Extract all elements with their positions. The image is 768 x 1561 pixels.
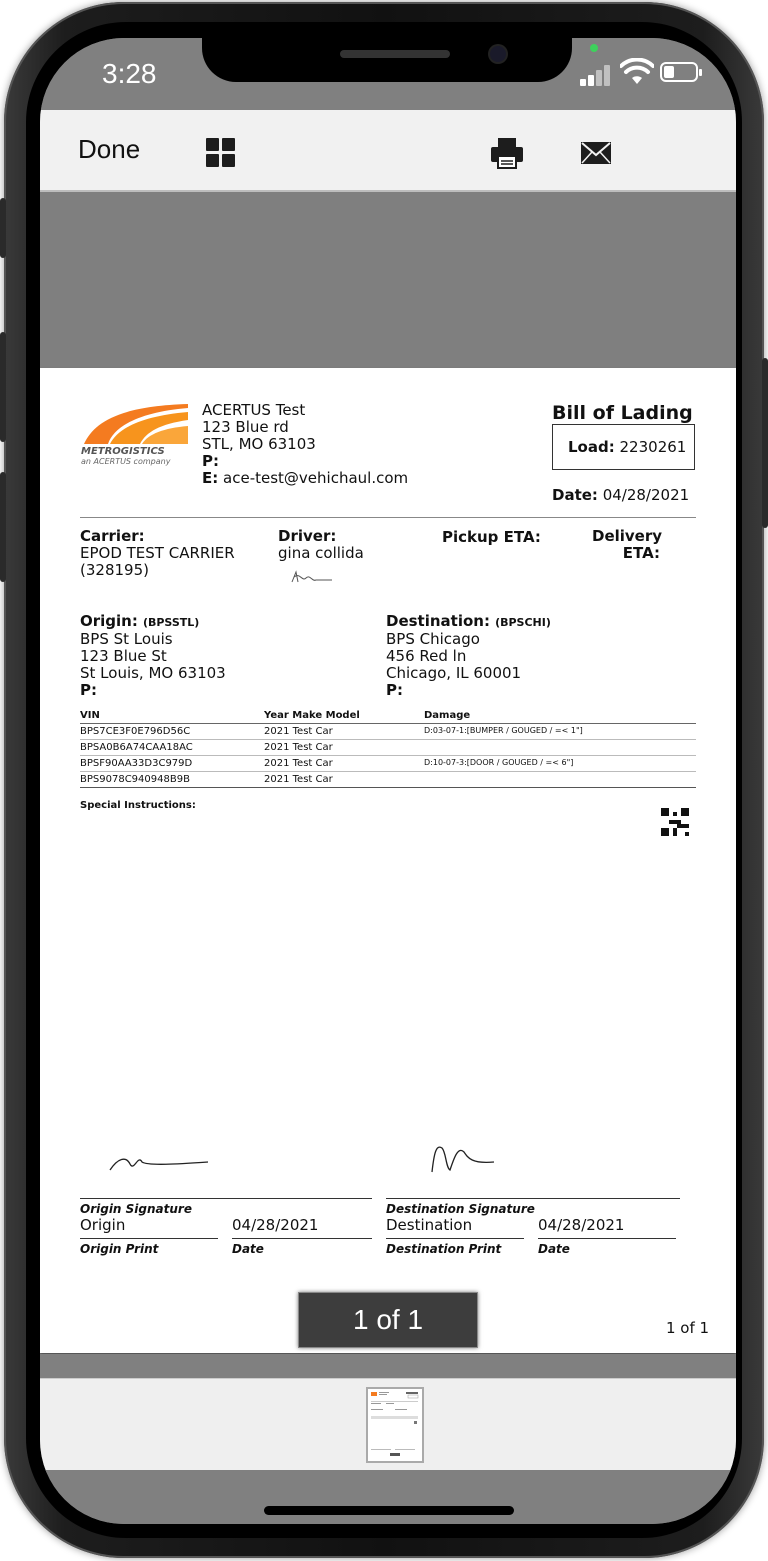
vin-cell: BPS9078C940948B9B xyxy=(80,774,190,785)
document-date xyxy=(552,486,689,504)
destination-signature-label: Destination Signature xyxy=(386,1202,535,1216)
vin-cell: BPSF90AA33D3C979D xyxy=(80,758,193,769)
front-camera xyxy=(490,46,506,62)
driver-name: gina collida xyxy=(278,544,364,562)
origin-block xyxy=(80,612,226,699)
mute-switch xyxy=(0,198,6,258)
origin-print-value: Origin xyxy=(80,1216,126,1234)
origin-date-line xyxy=(232,1238,372,1239)
driver-label: Driver: xyxy=(278,527,337,545)
table-row xyxy=(80,772,696,788)
destination-date-line xyxy=(538,1238,676,1239)
origin-signature-label: Origin Signature xyxy=(80,1202,192,1216)
privacy-indicator xyxy=(590,44,598,52)
origin-print-line xyxy=(80,1238,218,1239)
battery-icon xyxy=(660,62,698,82)
page-thumbnail[interactable] xyxy=(366,1387,424,1463)
volume-up-button xyxy=(0,332,6,442)
damage-cell: D:10-07-3:[DOOR / GOUGED / =< 6"] xyxy=(424,758,574,767)
ymm-cell: 2021 Test Car xyxy=(264,774,333,785)
speaker-grille xyxy=(340,50,450,58)
pdf-page[interactable] xyxy=(40,368,736,1353)
origin-code: (BPSSTL) xyxy=(142,616,200,629)
power-button xyxy=(762,358,768,528)
destination-signature-image xyxy=(428,1138,496,1174)
home-area xyxy=(40,1470,736,1524)
origin-date-value: 04/28/2021 xyxy=(232,1216,319,1234)
mail-icon[interactable] xyxy=(580,140,612,166)
volume-down-button xyxy=(0,472,6,582)
table-row xyxy=(80,724,696,740)
origin-signature-line xyxy=(80,1198,372,1199)
origin-city: St Louis, MO 63103 xyxy=(80,664,226,682)
print-icon[interactable] xyxy=(490,136,524,170)
page-footer: 1 of 1 xyxy=(666,1319,710,1337)
table-row xyxy=(80,756,696,772)
company-phone-label: P: xyxy=(202,452,219,470)
company-info xyxy=(202,402,408,487)
carrier-label: Carrier: xyxy=(80,527,145,545)
home-indicator[interactable] xyxy=(264,1506,514,1515)
thumbnail-grid-icon[interactable] xyxy=(206,138,236,168)
destination-print-value: Destination xyxy=(386,1216,473,1234)
screen xyxy=(40,38,736,1524)
carrier-name: EPOD TEST CARRIER xyxy=(80,544,235,562)
company-address1: 123 Blue rd xyxy=(202,418,289,436)
carrier-block xyxy=(80,528,235,579)
svg-text:METROGISTICS: METROGISTICS xyxy=(81,446,165,457)
load-value: 2230261 xyxy=(619,438,687,456)
done-button[interactable]: Done xyxy=(78,134,141,164)
destination-signature-line xyxy=(386,1198,680,1199)
origin-street: 123 Blue St xyxy=(80,647,167,665)
load-label: Load: xyxy=(568,438,615,456)
viewer-background-bottom xyxy=(40,1354,736,1378)
destination-code: (BPSCHI) xyxy=(495,616,551,629)
origin-signature-image xyxy=(108,1150,210,1174)
document-title: Bill of Lading xyxy=(552,402,693,424)
header-damage: Damage xyxy=(424,710,471,721)
date-value: 04/28/2021 xyxy=(602,486,690,504)
origin-print-label: Origin Print xyxy=(80,1242,159,1256)
destination-phone-label: P: xyxy=(386,681,403,699)
company-email-label: E: xyxy=(202,469,219,487)
destination-city: Chicago, IL 60001 xyxy=(386,664,522,682)
origin-date-label: Date xyxy=(232,1242,264,1256)
company-name: ACERTUS Test xyxy=(202,401,306,419)
delivery-eta-label xyxy=(592,527,663,562)
destination-street: 456 Red ln xyxy=(386,647,467,665)
pickup-eta-label: Pickup ETA: xyxy=(442,528,541,546)
divider xyxy=(80,517,696,518)
phone-frame xyxy=(4,2,764,1558)
page-indicator: 1 of 1 xyxy=(298,1292,478,1348)
destination-block xyxy=(386,612,551,699)
destination-date-label: Date xyxy=(538,1242,570,1256)
table-row xyxy=(80,740,696,756)
driver-block xyxy=(278,528,364,562)
special-instructions-label: Special Instructions: xyxy=(80,800,196,811)
origin-phone-label: P: xyxy=(80,681,97,699)
thumbnail-strip xyxy=(40,1378,736,1471)
qr-code xyxy=(661,808,689,836)
wifi-icon xyxy=(620,58,654,86)
destination-print-label: Destination Print xyxy=(386,1242,502,1256)
svg-text:an ACERTUS company: an ACERTUS company xyxy=(81,457,171,466)
viewer-toolbar xyxy=(40,110,736,192)
delivery-eta-label-line1: Delivery xyxy=(592,527,663,545)
origin-label: Origin: xyxy=(80,612,138,630)
cellular-signal-icon xyxy=(580,64,612,86)
destination-name: BPS Chicago xyxy=(386,630,480,648)
vin-cell: BPS7CE3F0E796D56C xyxy=(80,726,191,737)
status-time: 3:28 xyxy=(102,58,157,89)
company-email[interactable]: ace-test@vehichaul.com xyxy=(223,469,409,487)
destination-label: Destination: xyxy=(386,612,490,630)
metrogistics-logo xyxy=(80,400,190,472)
vin-cell: BPSA0B6A74CAA18AC xyxy=(80,742,193,753)
carrier-id: (328195) xyxy=(80,561,149,579)
viewer-background xyxy=(40,192,736,368)
destination-date-value: 04/28/2021 xyxy=(538,1216,625,1234)
header-vin: VIN xyxy=(80,710,100,721)
delivery-eta-label-line2: ETA: xyxy=(622,544,660,562)
notch xyxy=(202,38,572,82)
vehicle-table xyxy=(80,708,696,788)
ymm-cell: 2021 Test Car xyxy=(264,726,333,737)
damage-cell: D:03-07-1:[BUMPER / GOUGED / =< 1"] xyxy=(424,726,583,735)
ymm-cell: 2021 Test Car xyxy=(264,758,333,769)
driver-signature xyxy=(288,568,334,588)
load-box xyxy=(552,424,695,470)
ymm-cell: 2021 Test Car xyxy=(264,742,333,753)
date-label: Date: xyxy=(552,486,598,504)
company-address2: STL, MO 63103 xyxy=(202,435,316,453)
thumbnail-preview xyxy=(368,1389,422,1461)
table-header xyxy=(80,708,696,724)
origin-name: BPS St Louis xyxy=(80,630,173,648)
destination-print-line xyxy=(386,1238,524,1239)
header-year-make-model: Year Make Model xyxy=(264,710,360,721)
